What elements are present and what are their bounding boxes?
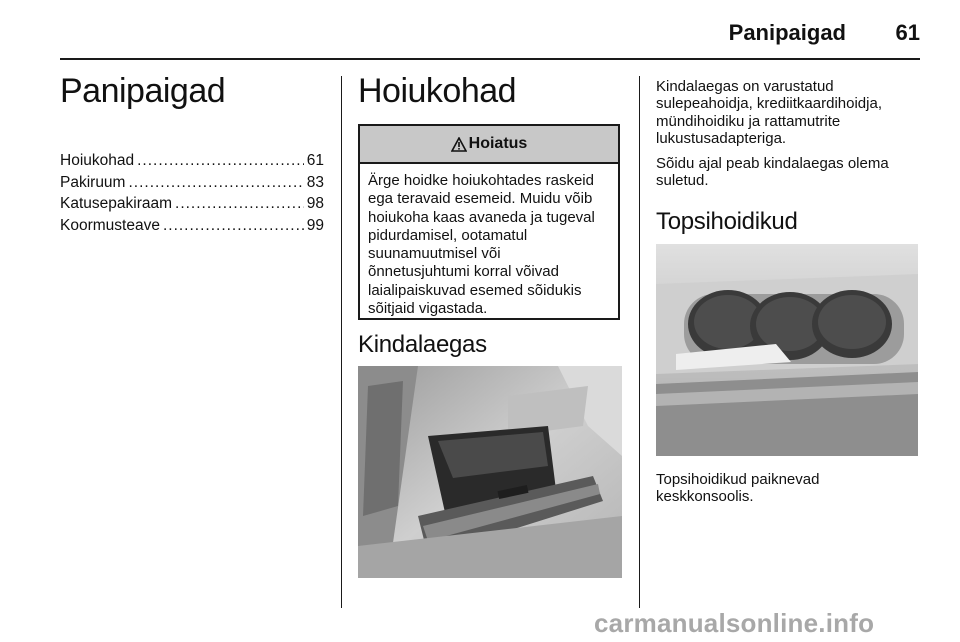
warning-line: hoiukoha kaas avaneda ja tugeval bbox=[368, 208, 595, 226]
warning-line: pidurdamisel, ootamatul bbox=[368, 226, 528, 244]
toc-leader-dots bbox=[163, 215, 304, 237]
text-line: keskkonsoolis. bbox=[656, 488, 754, 506]
warning-line: õnnetusjuhtumi korral võivad bbox=[368, 263, 559, 281]
warning-line: sõitjaid vigastada. bbox=[368, 300, 488, 318]
toc-entry[interactable] bbox=[60, 193, 324, 215]
table-of-contents bbox=[60, 150, 324, 236]
running-header-title: Panipaigad bbox=[728, 20, 846, 45]
cupholders-photo bbox=[656, 244, 918, 456]
text-line: sulepeahoidja, krediitkaardihoidja, bbox=[656, 95, 882, 113]
watermark: carmanualsonline.info bbox=[594, 608, 875, 638]
warning-line: laialipaiskuvad esemed sõidukis bbox=[368, 281, 582, 299]
glovebox-photo bbox=[358, 366, 622, 578]
page-number: 61 bbox=[895, 20, 920, 45]
toc-entry-page: 61 bbox=[306, 152, 324, 169]
warning-line: suunamuutmisel või bbox=[368, 245, 501, 263]
section-title: Hoiukohad bbox=[358, 72, 517, 110]
text-line: mündihoidiku ja rattamutrite bbox=[656, 112, 841, 130]
glovebox-description bbox=[656, 78, 918, 196]
warning-label: Hoiatus bbox=[468, 135, 528, 152]
toc-entry-label: Hoiukohad bbox=[60, 152, 135, 169]
toc-entry-label: Koormusteave bbox=[60, 216, 160, 234]
toc-leader-dots bbox=[175, 193, 304, 215]
column-divider-1 bbox=[341, 76, 342, 608]
warning-triangle-icon bbox=[451, 137, 467, 152]
toc-entry[interactable] bbox=[60, 172, 324, 194]
text-line: suletud. bbox=[656, 172, 709, 190]
toc-leader-dots bbox=[137, 150, 304, 172]
warning-line: Ärge hoidke hoiukohtades raskeid bbox=[368, 172, 594, 189]
glovebox-intro-paragraph bbox=[656, 78, 918, 148]
toc-entry[interactable] bbox=[60, 150, 324, 172]
text-line: Kindalaegas on varustatud bbox=[656, 78, 834, 95]
header-rule bbox=[60, 58, 920, 60]
cupholders-caption bbox=[656, 471, 918, 506]
glovebox-note-paragraph bbox=[656, 155, 918, 190]
text-line: lukustusadapteriga. bbox=[656, 130, 787, 148]
warning-text bbox=[360, 164, 618, 318]
toc-entry-page: 83 bbox=[306, 173, 324, 191]
toc-leader-dots bbox=[128, 172, 303, 194]
warning-header bbox=[360, 126, 618, 164]
column-divider-2 bbox=[639, 76, 640, 608]
toc-entry[interactable] bbox=[60, 215, 324, 237]
toc-entry-page: 99 bbox=[306, 216, 324, 234]
glovebox-title: Kindalaegas bbox=[358, 331, 487, 358]
cupholders-title: Topsihoidikud bbox=[656, 208, 798, 235]
toc-entry-label: Katusepakiraam bbox=[60, 195, 173, 212]
warning-line: ega teravaid esemeid. Muidu võib bbox=[368, 190, 593, 208]
text-line: Topsihoidikud paiknevad bbox=[656, 471, 820, 488]
chapter-title: Panipaigad bbox=[60, 72, 226, 110]
warning-box bbox=[358, 124, 620, 320]
toc-entry-page: 98 bbox=[306, 195, 324, 212]
toc-entry-label: Pakiruum bbox=[60, 173, 126, 191]
text-line: Sõidu ajal peab kindalaegas olema bbox=[656, 154, 889, 172]
